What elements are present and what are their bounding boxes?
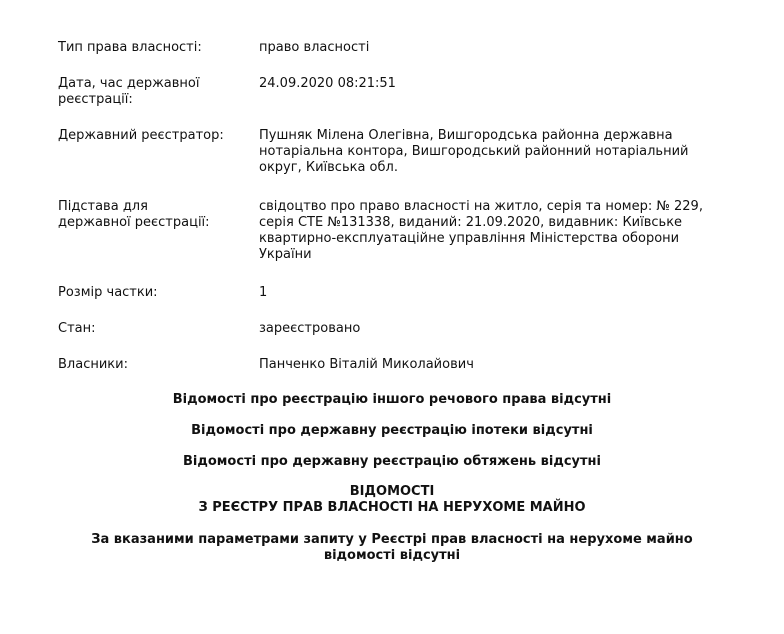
registration-basis-value bbox=[259, 199, 719, 263]
register-query-result bbox=[0, 532, 784, 564]
other-rights-notice: Відомості про реєстрацію іншого речового права відсутні bbox=[172, 392, 612, 407]
register-section-title bbox=[0, 484, 784, 516]
registration-date-label-line-2: реєстрації: bbox=[58, 92, 133, 107]
owners-value: Панченко Віталій Миколайович bbox=[259, 357, 474, 372]
mortgage-notice: Відомості про державну реєстрацію іпотеки відсутні bbox=[191, 423, 593, 438]
registration-date-label bbox=[58, 76, 248, 108]
registration-basis-value-line-1: свідоцтво про право власності на житло, серія та номер: № 229, bbox=[259, 199, 703, 214]
share-size-label: Розмір частки: bbox=[58, 285, 158, 300]
registrar-value-line-1: Пушняк Мілена Олегівна, Вишгородська районна державна bbox=[259, 128, 673, 143]
registrar-value-line-2: нотаріальна контора, Вишгородський районний нотаріальний bbox=[259, 144, 689, 159]
registrar-value-line-3: округ, Київська обл. bbox=[259, 160, 398, 175]
share-size-value: 1 bbox=[259, 285, 268, 300]
register-section-title-line-1: ВІДОМОСТІ bbox=[349, 484, 435, 499]
encumbrances-notice: Відомості про державну реєстрацію обтяжень відсутні bbox=[183, 454, 601, 469]
registration-date-label-line-1: Дата, час державної bbox=[58, 76, 200, 91]
registration-basis-value-line-4: України bbox=[259, 247, 312, 262]
status-label: Стан: bbox=[58, 321, 96, 336]
ownership-type-label: Тип права власності: bbox=[58, 40, 202, 55]
registrar-value bbox=[259, 128, 719, 176]
owners-label: Власники: bbox=[58, 357, 128, 372]
registrar-label: Державний реєстратор: bbox=[58, 128, 224, 143]
register-query-result-line-2: відомості відсутні bbox=[323, 548, 461, 563]
registration-basis-label-line-2: державної реєстрації: bbox=[58, 215, 210, 230]
registration-basis-value-line-3: квартирно-експлуатаційне управління Міністерства оборони bbox=[259, 231, 680, 246]
ownership-type-value: право власності bbox=[259, 40, 370, 55]
registration-date-value: 24.09.2020 08:21:51 bbox=[259, 76, 396, 91]
register-section-title-line-2: З РЕЄСТРУ ПРАВ ВЛАСНОСТІ НА НЕРУХОМЕ МАЙНО bbox=[198, 500, 586, 515]
registration-basis-value-line-2: серія СТЕ №131338, виданий: 21.09.2020, видавник: Київське bbox=[259, 215, 683, 230]
registration-basis-label bbox=[58, 199, 248, 231]
registration-basis-label-line-1: Підстава для bbox=[58, 199, 148, 214]
status-value: зареєстровано bbox=[259, 321, 361, 336]
register-query-result-line-1: За вказаними параметрами запиту у Реєстрі прав власності на нерухоме майно bbox=[91, 532, 693, 547]
